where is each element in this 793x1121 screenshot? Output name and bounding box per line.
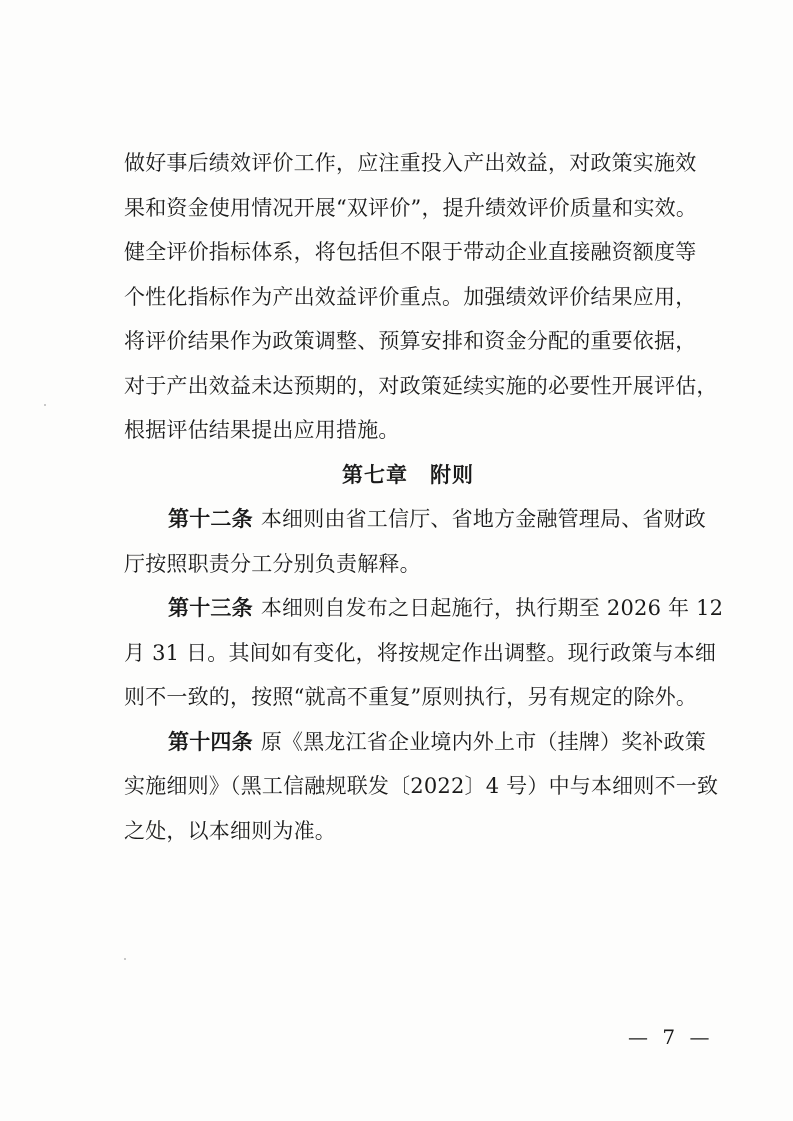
paragraph-line: 对于产出效益未达预期的，对政策延续实施的必要性开展评估， <box>124 373 718 398</box>
paragraph-line: 根据评估结果提出应用措施。 <box>124 418 400 442</box>
paragraph-line: 健全评价指标体系，将包括但不限于带动企业直接融资额度等 <box>124 240 697 264</box>
paragraph-line: 做好事后绩效评价工作，应注重投入产出效益，对政策实施效 <box>124 151 697 175</box>
paragraph-line: 果和资金使用情况开展“双评价”，提升绩效评价质量和实效。 <box>124 195 698 220</box>
article-12-first-line <box>124 497 707 542</box>
scan-speck <box>44 404 46 406</box>
paragraph-line: 个性化指标作为产出效益评价重点。加强绩效评价结果应用， <box>124 284 697 309</box>
chapter-number: 第七章 <box>342 462 408 487</box>
article-12-line: 厅按照职责分工分别负责解释。 <box>124 551 421 576</box>
article-13-line: 月 31 日。其间如有变化，将按规定作出调整。现行政策与本细 <box>124 640 717 665</box>
page-number: — 7 — <box>628 1025 714 1049</box>
chapter-heading <box>124 453 692 498</box>
article-label: 第十四条 <box>168 729 253 754</box>
body-text <box>124 141 724 853</box>
article-text: 原《黑龙江省企业境内外上市（挂牌）奖补政策 <box>260 729 707 754</box>
paragraph-line: 将评价结果作为政策调整、预算安排和资金分配的重要依据， <box>124 329 697 353</box>
article-14-line: 实施细则》（黑工信融规联发〔2022〕4 号）中与本细则不一致 <box>124 774 719 798</box>
article-label: 第十三条 <box>168 596 253 620</box>
scan-speck <box>124 958 126 960</box>
article-14-first-line <box>124 720 707 765</box>
article-13-first-line <box>124 586 724 631</box>
chapter-title: 附则 <box>430 462 474 487</box>
article-13-line: 则不一致的，按照“就高不重复”原则执行，另有规定的除外。 <box>124 685 698 709</box>
article-text: 本细则自发布之日起施行，执行期至 2026 年 12 <box>260 596 724 620</box>
article-label: 第十二条 <box>168 507 253 531</box>
article-14-line: 之处，以本细则为准。 <box>124 818 336 843</box>
article-text: 本细则由省工信厅、省地方金融管理局、省财政 <box>260 507 707 531</box>
